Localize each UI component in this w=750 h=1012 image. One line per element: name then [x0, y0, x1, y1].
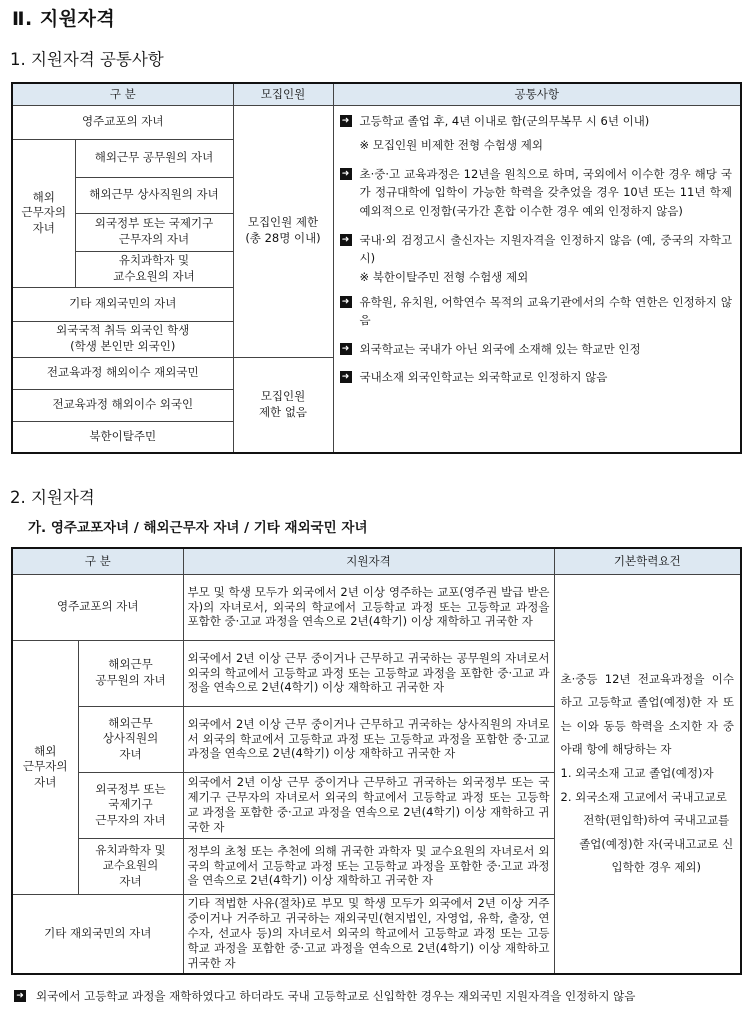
note-sub: ※ 모집인원 비제한 전형 수험생 제외 — [359, 138, 543, 153]
row-full-course-foreigner: 전교육과정 해외이수 외국인 — [12, 389, 233, 421]
row-label: 해외근무 상사직원의 자녀 — [78, 706, 183, 772]
note-item: ➜ 유학원, 유치원, 어학연수 목적의 교육기관에서의 수학 연한은 인정하지 않음 — [340, 293, 733, 330]
header-eligibility: 지원자격 — [183, 548, 554, 574]
subsection-a-title: 가. 영주교포자녀 / 해외근무자 자녀 / 기타 재외국민 자녀 — [28, 520, 368, 536]
quota-unlimited: 모집인원 제한 없음 — [233, 357, 333, 453]
note-item: ➜ 외국학교는 국내가 아닌 외국에 소재해 있는 학교만 인정 — [340, 340, 733, 359]
row-gov-official: 해외근무 공무원의 자녀 — [75, 139, 233, 177]
quota-limited: 모집인원 제한 (총 28명 이내) — [233, 105, 333, 357]
row-text: 부모 및 학생 모두가 외국에서 2년 이상 영주하는 교포(영주권 발급 받은 자)의 자녀로서, 외국의 학교에서 고등학교 과정 또는 고등학교 과정을 포함한 중·고교 과정을 연속으로 2년(4학기) 이상 재학하고 귀국한 자 — [183, 574, 554, 640]
arrow-icon: ➜ — [340, 371, 352, 383]
row-label: 영주교포의 자녀 — [12, 574, 183, 640]
note-sub: ※ 북한이탈주민 전형 수험생 제외 — [359, 269, 529, 284]
note-item: ➜ 초·중·고 교육과정은 12년을 원칙으로 하며, 국외에서 이수한 경우 해당 국가 정규대학에 입학이 가능한 학력을 갖추었을 경우 10년 또는 11년 학제 예외적으로 인정함(국가간 혼합 이수한 경우 예외 인정하지 않음) — [340, 165, 733, 221]
header-quota: 모집인원 — [233, 83, 333, 105]
row-company-staff: 해외근무 상사직원의 자녀 — [75, 177, 233, 213]
arrow-icon: ➜ — [340, 296, 352, 308]
header-academic: 기본학력요건 — [554, 548, 741, 574]
section-title: Ⅱ. 지원자격 — [12, 8, 116, 30]
common-notes — [333, 105, 741, 453]
row-permanent-resident: 영주교포의 자녀 — [12, 105, 233, 139]
row-text: 외국에서 2년 이상 근무 중이거나 근무하고 귀국하는 상사직원의 자녀로서 외국의 학교에서 고등학교 과정 또는 고등학교 과정을 포함한 중·고교과정을 연속으로 2년(4학기) 이상 재학하고 귀국한 자 — [183, 706, 554, 772]
note-item: ➜ 고등학교 졸업 후, 4년 이내로 함(군의무복무 시 6년 이내) — [340, 112, 733, 131]
note-item: ➜ 국내·외 검정고시 출신자는 지원자격을 인정하지 않음 (예, 중국의 자학고시) — [340, 231, 733, 268]
req-item-2: 2. 외국소재 고교에서 국내고교로 — [560, 789, 727, 804]
req-item-2-cont: 전학(편입학)하여 국내고교를 졸업(예정)한 자(국내고교로 신입학한 경우 제외) — [579, 813, 734, 875]
row-scientist: 유치과학자 및 교수요원의 자녀 — [75, 251, 233, 287]
row-label: 외국정부 또는 국제기구 근무자의 자녀 — [78, 772, 183, 838]
row-nk-defector: 북한이탈주민 — [12, 421, 233, 453]
row-full-course-korean: 전교육과정 해외이수 재외국민 — [12, 357, 233, 389]
overseas-group-label: 해외 근무자의 자녀 — [12, 139, 75, 287]
footnote — [14, 988, 635, 1004]
row-text: 기타 적법한 사유(절차)로 부모 및 학생 모두가 외국에서 2년 이상 거주 중이거나 거주하고 귀국하는 재외국민(현지법인, 자영업, 유학, 출장, 연수자, 선교사 등)의 자녀로서 외국의 학교에서 고등학교 과정 또는 고등학교 과정을 포함한 중·고교 과정을 연속으로 2년(4학기) 이상 재학하고 귀국한 자 — [183, 894, 554, 974]
arrow-icon: ➜ — [340, 234, 352, 246]
row-text: 외국에서 2년 이상 근무 중이거나 근무하고 귀국하는 공무원의 자녀로서 외국의 학교에서 고등학교 과정 또는 고등학교 과정을 포함한 중·고교 과정을 연속으로 2년(4학기) 이상 재학하고 귀국한 자 — [183, 640, 554, 706]
note-item: ➜ 국내소재 외국인학교는 외국학교로 인정하지 않음 — [340, 368, 733, 387]
req-item-1: 1. 외국소재 고교 졸업(예정)자 — [560, 765, 714, 780]
overseas-group-label: 해외 근무자의 자녀 — [12, 640, 78, 894]
row-other-overseas: 기타 재외국민의 자녀 — [12, 287, 233, 321]
row-foreign-nationality: 외국국적 취득 외국인 학생 (학생 본인만 외국인) — [12, 321, 233, 357]
subsection-eligibility-title: 2. 지원자격 — [10, 488, 95, 507]
eligibility-table — [11, 547, 742, 975]
arrow-icon: ➜ — [14, 990, 26, 1002]
arrow-icon: ➜ — [340, 343, 352, 355]
row-label: 기타 재외국민의 자녀 — [12, 894, 183, 974]
common-requirements-table — [11, 82, 742, 454]
subsection-common-title: 1. 지원자격 공통사항 — [10, 50, 164, 69]
row-label: 유치과학자 및 교수요원의 자녀 — [78, 838, 183, 894]
arrow-icon: ➜ — [340, 168, 352, 180]
row-text: 정부의 초청 또는 추천에 의해 귀국한 과학자 및 교수요원의 자녀로서 외국의 학교에서 고등학교 과정 또는 고등학교 과정을 포함한 중·고교 과정을 연속으로 2년(4학기) 이상 재학하고 귀국한 자 — [183, 838, 554, 894]
footnote-text: 외국에서 고등학교 과정을 재학하였다고 하더라도 국내 고등학교로 신입학한 경우는 재외국민 지원자격을 인정하지 않음 — [36, 989, 636, 1003]
academic-requirements: 초·중등 12년 전교육과정을 이수하고 고등학교 졸업(예정)한 자 또는 이와 동등 학력을 소지한 자 중 아래 항에 해당하는 자 1. 외국소재 고교 졸업(예정)자 2. 외국소재 고교에서 국내고교로 전학(편입학)하여 국내고교를 졸업(예정)한 자(국내고교로 신입학한 경우 제외) — [554, 574, 741, 974]
header-common: 공통사항 — [333, 83, 741, 105]
row-label: 해외근무 공무원의 자녀 — [78, 640, 183, 706]
header-category: 구 분 — [12, 548, 183, 574]
header-category: 구 분 — [12, 83, 233, 105]
arrow-icon: ➜ — [340, 115, 352, 127]
row-intl-org: 외국정부 또는 국제기구 근무자의 자녀 — [75, 213, 233, 251]
row-text: 외국에서 2년 이상 근무 중이거나 근무하고 귀국하는 외국정부 또는 국제기구 근무자의 자녀로서 외국의 학교에서 고등학교 과정 또는 고등학교 과정을 포함한 중·고교 과정을 연속으로 2년(4학기) 이상 재학하고 귀국한 자 — [183, 772, 554, 838]
